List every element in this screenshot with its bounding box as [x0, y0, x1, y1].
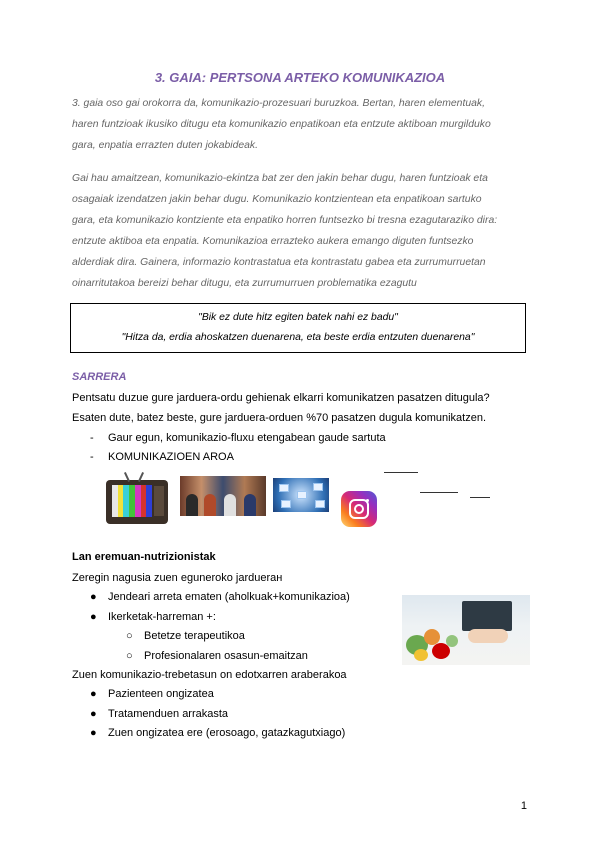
objectives-line: gara, eta komunikazio kontziente eta enpatiko horren funtsezko bi tresna ezagutaraziko dira:	[72, 215, 498, 226]
sarrera-heading: SARRERA	[72, 371, 127, 383]
lan-eremua-heading: Lan eremuan-nutrizionistak	[72, 551, 216, 563]
instagram-logo-icon	[341, 491, 377, 527]
objectives-paragraph	[72, 168, 528, 294]
dash-list-item	[90, 432, 386, 444]
tiny-text-mark	[384, 472, 418, 473]
skills-line: Zuen komunikazio-trebetasun on edotxarren araberakoa	[72, 669, 347, 681]
sarrera-line: Pentsatu duzue gure jarduera-ordu gehienak elkarri komunikatzen pasatzen ditugula?	[72, 392, 490, 404]
bullet-mark: ●	[90, 591, 97, 603]
quote-box	[70, 303, 526, 353]
objectives-line: osagaiak izendatzen jakin behar dugu. Komunikazio kontzientean eta enpatikoan sartuko	[72, 194, 482, 205]
intro-line: 3. gaia oso gai orokorra da, komunikazio-prozesuari buruzkoa. Bertan, haren elementuak,	[72, 98, 485, 109]
dash-list-item	[90, 451, 234, 463]
lan-eremua-intro: Zeregin nagusia zuen eguneroko jarduerан	[72, 572, 283, 584]
dash-item-text: KOMUNIKAZIOEN AROA	[108, 451, 234, 463]
tiny-text-mark	[420, 492, 458, 493]
bullet-text: Jendeari arreta ematen (aholkuak+komunikazioa)	[108, 591, 350, 603]
bullet-item	[90, 591, 350, 603]
sarrera-line: Esaten dute, batez beste, gure jarduera-orduen %70 pasatzen dugula komunikatzen.	[72, 412, 486, 424]
intro-paragraph	[72, 93, 528, 156]
tiny-text-mark	[470, 497, 490, 498]
sub-bullet-text: Betetze terapeutikoa	[144, 630, 245, 642]
objectives-line: alderdiak dira. Gainera, informazio kontrastatua eta kontrastatu gabea eta zurrumurruetan	[72, 257, 486, 268]
bullet-text: Pazienteen ongizatea	[108, 688, 214, 700]
bullet-mark: ●	[90, 611, 97, 623]
dash-mark: -	[90, 432, 94, 444]
page-title: 3. GAIA: PERTSONA ARTEKO KOMUNIKAZIOA	[154, 70, 446, 85]
page-number: 1	[520, 800, 527, 812]
sub-bullet-item	[126, 630, 245, 642]
nutritionist-image	[402, 595, 530, 665]
sub-bullet-mark: ○	[126, 630, 133, 642]
bullet-mark: ●	[90, 727, 97, 739]
sub-bullet-item	[126, 650, 308, 662]
communication-network-image	[273, 478, 329, 512]
bullet-mark: ●	[90, 708, 97, 720]
intro-line: haren funtzioak ikusiko ditugu eta komunikazio enpatikoan eta entzute aktiboan murgilduko	[72, 119, 491, 130]
sub-bullet-mark: ○	[126, 650, 133, 662]
retro-tv-image	[106, 480, 168, 524]
bullet-item	[90, 727, 345, 739]
objectives-line: oinarritutakoa bereizi behar ditugu, eta zurrumurruen problematika ezagutu	[72, 278, 417, 289]
objectives-line: Gai hau amaitzean, komunikazio-ekintza bat zer den jakin behar dugu, haren funtzioak eta	[72, 173, 488, 184]
bullet-text: Tratamenduen arrakasta	[108, 708, 229, 720]
bullet-item	[90, 708, 228, 720]
quote-line: "Bik ez dute hitz egiten batek nahi ez badu"	[198, 312, 398, 323]
quote-line: "Hitza da, erdia ahoskatzen duenarena, eta beste erdia entzuten duenarena"	[121, 332, 475, 343]
dash-item-text: Gaur egun, komunikazio-fluxu etengabean gaude sartuta	[108, 432, 386, 444]
bullet-item	[90, 611, 216, 623]
bullet-text: Ikerketak-harreman +:	[108, 611, 216, 623]
people-talking-image	[180, 476, 266, 516]
bullet-item	[90, 688, 214, 700]
intro-line: gara, enpatia errazten duten jokabideak.	[72, 140, 259, 151]
dash-mark: -	[90, 451, 94, 463]
bullet-text: Zuen ongizatea ere (erosoago, gatazkagutxiago)	[108, 727, 346, 739]
objectives-line: entzute aktiboa eta enpatia. Komunikazioa errazteko aukera emango diguten funtsezko	[72, 236, 474, 247]
sub-bullet-text: Profesionalaren osasun-emaitzan	[144, 650, 308, 662]
bullet-mark: ●	[90, 688, 97, 700]
